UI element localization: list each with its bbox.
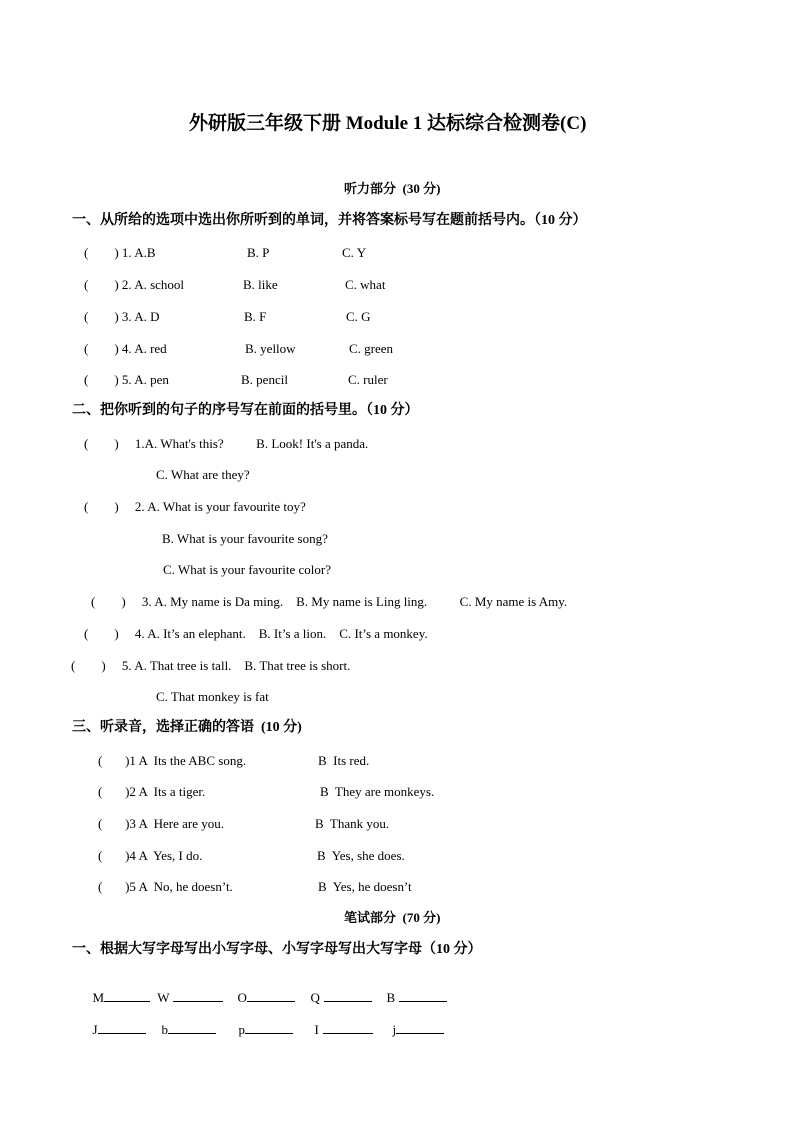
answer-blank[interactable]	[247, 989, 295, 1002]
letter-blank-row1-1	[86, 976, 150, 1004]
answer-blank[interactable]	[323, 1021, 373, 1034]
answer-blank[interactable]	[399, 989, 447, 1002]
listening-section-header: 听力部分 (30 分)	[344, 181, 441, 196]
letter-label: Q	[310, 990, 320, 1005]
part1-item-1: ( ) 1. A.B	[84, 245, 156, 260]
part3-item-4-b: B Yes, she does.	[317, 848, 405, 863]
part3-item-5-b: B Yes, he doesn’t	[318, 879, 412, 894]
part2-line-8: ( ) 5. A. That tree is tall. B. That tree is short.	[71, 658, 351, 673]
part1-item-5-c: C. ruler	[348, 372, 388, 387]
written1-heading: 一、根据大写字母写出小写字母、小写字母写出大写字母（10 分）	[72, 942, 482, 957]
answer-blank[interactable]	[396, 1021, 444, 1034]
letter-blank-row2-2	[155, 1008, 216, 1036]
part1-item-4-c: C. green	[349, 341, 394, 356]
letter-blank-row2-1	[86, 1008, 146, 1036]
answer-blank[interactable]	[245, 1021, 293, 1034]
part3-item-2-a: ( )2 A Its a tiger.	[98, 784, 206, 799]
part2-line-4: B. What is your favourite song?	[162, 531, 328, 546]
part1-item-1-c: C. Y	[342, 245, 367, 260]
letter-label: j	[392, 1022, 397, 1037]
part1-item-3-b: B. F	[244, 309, 267, 324]
letter-blank-row2-4	[308, 1008, 373, 1036]
answer-blank[interactable]	[173, 989, 223, 1002]
page-title: 外研版三年级下册 Module 1 达标综合检测卷(C)	[189, 113, 587, 134]
letter-label: B	[386, 990, 396, 1005]
letter-blank-row2-5	[386, 1008, 444, 1036]
part1-item-4: ( ) 4. A. red	[84, 341, 167, 356]
letter-label: W	[157, 990, 170, 1005]
part2-line-5: C. What is your favourite color?	[163, 562, 331, 577]
part3-item-2-b: B They are monkeys.	[320, 784, 435, 799]
letter-label: O	[237, 990, 247, 1005]
letter-blank-row1-5	[380, 976, 447, 1004]
answer-blank[interactable]	[104, 989, 150, 1002]
answer-blank[interactable]	[324, 989, 372, 1002]
answer-blank[interactable]	[98, 1021, 146, 1034]
letter-label: M	[92, 990, 105, 1005]
part2-line-2: C. What are they?	[156, 467, 250, 482]
part2-line-3: ( ) 2. A. What is your favourite toy?	[84, 499, 306, 514]
answer-blank[interactable]	[168, 1021, 216, 1034]
letter-blank-row1-4	[304, 976, 372, 1004]
written-section-header: 笔试部分 (70 分)	[344, 910, 441, 925]
part1-item-5-b: B. pencil	[241, 372, 288, 387]
part3-item-4-a: ( )4 A Yes, I do.	[98, 848, 203, 863]
part2-heading: 二、把你听到的句子的序号写在前面的括号里。（10 分）	[72, 403, 419, 418]
letter-label: p	[238, 1022, 245, 1037]
letter-blank-row1-3	[231, 976, 295, 1004]
part1-item-5: ( ) 5. A. pen	[84, 372, 169, 387]
letter-blank-row2-3	[232, 1008, 293, 1036]
part1-item-3: ( ) 3. A. D	[84, 309, 160, 324]
part1-item-3-c: C. G	[346, 309, 371, 324]
part3-heading: 三、听录音，选择正确的答语 (10 分)	[72, 720, 302, 735]
part1-item-4-b: B. yellow	[245, 341, 296, 356]
part2-line-7: ( ) 4. A. It’s an elephant. B. It’s a lion. C. It’s a monkey.	[84, 626, 428, 641]
part2-line-6: ( ) 3. A. My name is Da ming. B. My name is Ling ling. C. My name is Amy.	[91, 594, 568, 609]
part3-item-5-a: ( )5 A No, he doesn’t.	[98, 879, 233, 894]
letter-label: J	[92, 1022, 98, 1037]
part1-heading: 一、从所给的选项中选出你所听到的单词，并将答案标号写在题前括号内。（10 分）	[72, 213, 587, 228]
part2-line-9: C. That monkey is fat	[156, 689, 269, 704]
part2-line-1: ( ) 1.A. What's this? B. Look! It's a panda.	[84, 436, 369, 451]
letter-blank-row1-2	[151, 976, 223, 1004]
part3-item-1-b: B Its red.	[318, 753, 370, 768]
letter-label: b	[161, 1022, 168, 1037]
part1-item-1-b: B. P	[247, 245, 270, 260]
part3-item-3-a: ( )3 A Here are you.	[98, 816, 224, 831]
part1-item-2: ( ) 2. A. school	[84, 277, 185, 292]
part1-item-2-b: B. like	[243, 277, 278, 292]
letter-label: I	[314, 1022, 319, 1037]
part3-item-1-a: ( )1 A Its the ABC song.	[98, 753, 247, 768]
part3-item-3-b: B Thank you.	[315, 816, 390, 831]
part1-item-2-c: C. what	[345, 277, 386, 292]
